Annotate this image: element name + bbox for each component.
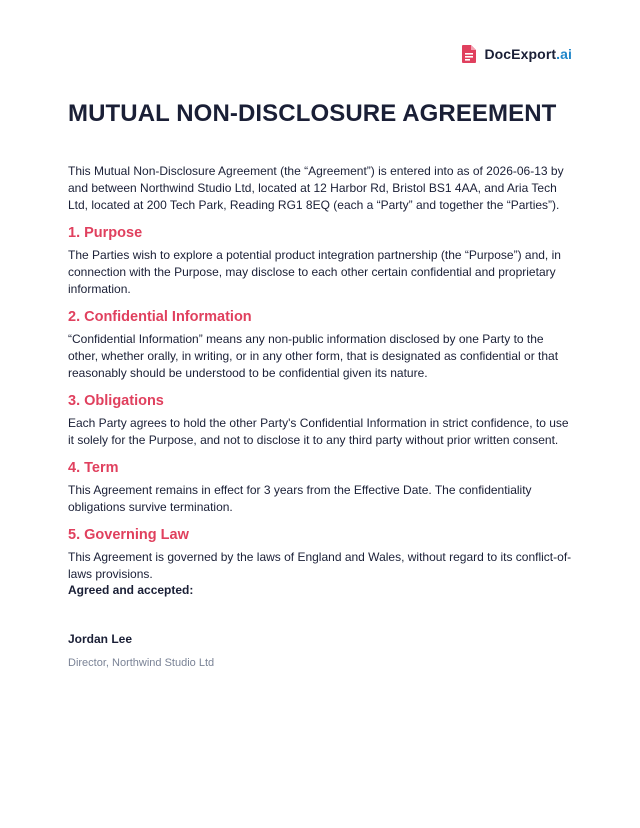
section-heading-term: 4. Term bbox=[68, 460, 119, 476]
section-heading-confidential-information: 2. Confidential Information bbox=[68, 309, 252, 325]
section-body-obligations: Each Party agrees to hold the other Party's Confidential Information in strict confidence, to use it solely for the Purpose, and not to disclose it to any third party without prior written consent. bbox=[68, 416, 569, 447]
document-icon bbox=[462, 45, 476, 63]
brand-name-main: DocExport bbox=[484, 46, 557, 62]
intro-paragraph: This Mutual Non-Disclosure Agreement (the “Agreement”) is entered into as of 2026-06-13 by and between Northwind Studio Ltd, located at 12 Harbor Rd, Bristol BS1 4AA, and Aria Tech Ltd, located at 200 Tech Park, Reading RG1 8EQ (each a “Party” and together the “Parties”). bbox=[68, 164, 564, 212]
document-body bbox=[68, 163, 574, 583]
section-body-governing-law: This Agreement is governed by the laws of England and Wales, without regard to its conflict-of-laws provisions. bbox=[68, 550, 572, 581]
signer-title: Director, Northwind Studio Ltd bbox=[68, 657, 215, 669]
section-body-confidential-information: “Confidential Information” means any non-public information disclosed by one Party to the other, whether orally, in writing, or in any other form, that is designated as confidential or that reasonably should be understood to be confidential given its nature. bbox=[68, 332, 559, 380]
section-body-purpose: The Parties wish to explore a potential product integration partnership (the “Purpose”) and, in connection with the Purpose, may disclose to each other certain confidential and proprietary information. bbox=[68, 248, 561, 296]
section-heading-purpose: 1. Purpose bbox=[68, 225, 143, 241]
document-title: MUTUAL NON-DISCLOSURE AGREEMENT bbox=[68, 100, 557, 127]
signer-name: Jordan Lee bbox=[68, 632, 133, 646]
brand-logo bbox=[462, 45, 572, 63]
brand-name bbox=[484, 46, 572, 62]
agreed-label: Agreed and accepted: bbox=[68, 583, 194, 597]
section-body-term: This Agreement remains in effect for 3 years from the Effective Date. The confidentiality obligations survive termination. bbox=[68, 483, 532, 514]
section-heading-obligations: 3. Obligations bbox=[68, 393, 164, 409]
brand-name-accent: .ai bbox=[556, 46, 572, 62]
signature-block bbox=[68, 583, 193, 597]
section-heading-governing-law: 5. Governing Law bbox=[68, 527, 189, 543]
